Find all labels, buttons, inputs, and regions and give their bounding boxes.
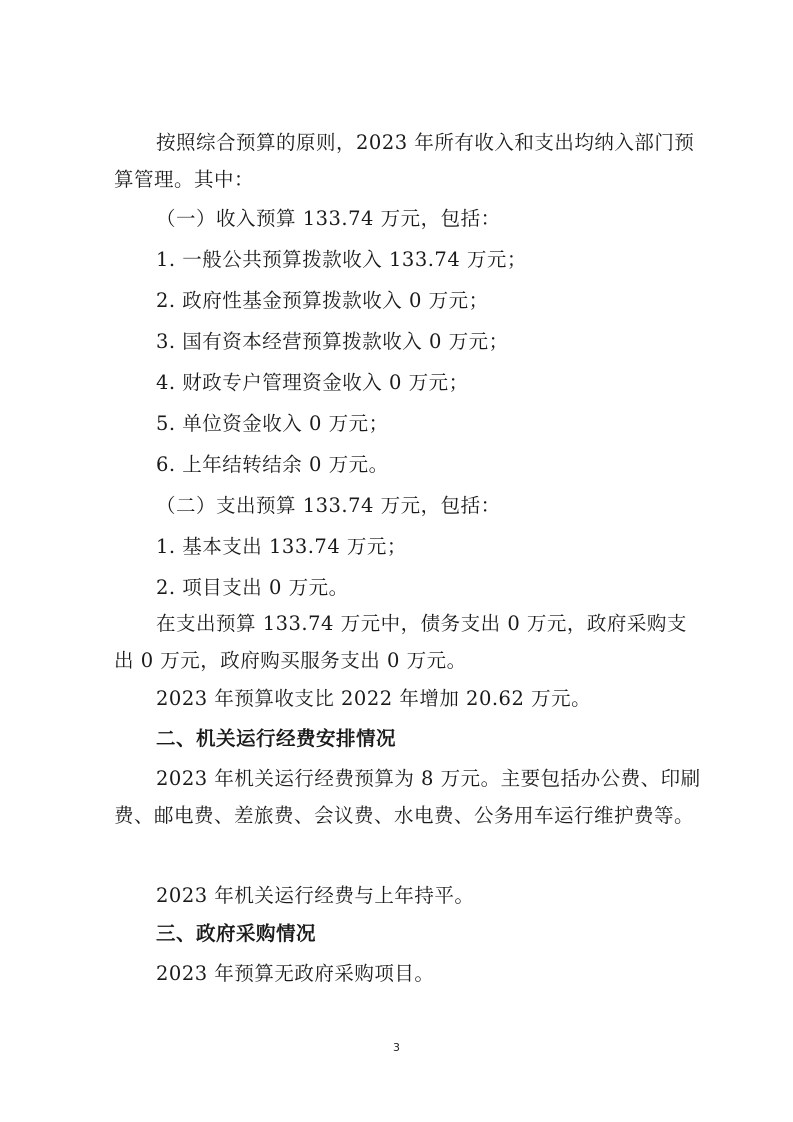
list-item-expenditure-2: 2. 项目支出 0 万元。: [156, 576, 349, 599]
paragraph-operating-expenses: 2023 年机关运行经费预算为 8 万元。主要包括办公费、印刷费、邮电费、差旅费、会议费、水电费、公务用车运行维护费等。: [114, 767, 701, 827]
page-number: 3: [393, 1041, 400, 1054]
list-item-income-4: 4. 财政专户管理资金收入 0 万元；: [156, 371, 469, 394]
paragraph-government-procurement: 2023 年预算无政府采购项目。: [156, 962, 435, 985]
list-item-income-5: 5. 单位资金收入 0 万元；: [156, 412, 389, 435]
section-heading-operating-expenses: 二、机关运行经费安排情况: [156, 727, 397, 750]
paragraph-budget-principle: 按照综合预算的原则，2023 年所有收入和支出均纳入部门预算管理。其中：: [114, 131, 695, 191]
paragraph-income-budget: （一）收入预算 133.74 万元，包括：: [156, 207, 501, 230]
paragraph-operating-expenses-comparison: 2023 年机关运行经费与上年持平。: [156, 884, 475, 907]
paragraph-year-comparison: 2023 年预算收支比 2022 年增加 20.62 万元。: [156, 687, 592, 710]
list-item-expenditure-1: 1. 基本支出 133.74 万元；: [156, 535, 407, 558]
list-item-income-2: 2. 政府性基金预算拨款收入 0 万元；: [156, 289, 489, 312]
list-item-income-3: 3. 国有资本经营预算拨款收入 0 万元；: [156, 330, 509, 353]
paragraph-expenditure-detail: 在支出预算 133.74 万元中，债务支出 0 万元，政府采购支出 0 万元，政府购买服务支出 0 万元。: [114, 612, 687, 672]
list-item-income-1: 1. 一般公共预算拨款收入 133.74 万元；: [156, 248, 527, 271]
list-item-income-6: 6. 上年结转结余 0 万元。: [156, 453, 389, 476]
paragraph-expenditure-budget: （二）支出预算 133.74 万元，包括：: [156, 494, 501, 517]
section-heading-government-procurement: 三、政府采购情况: [156, 922, 317, 945]
